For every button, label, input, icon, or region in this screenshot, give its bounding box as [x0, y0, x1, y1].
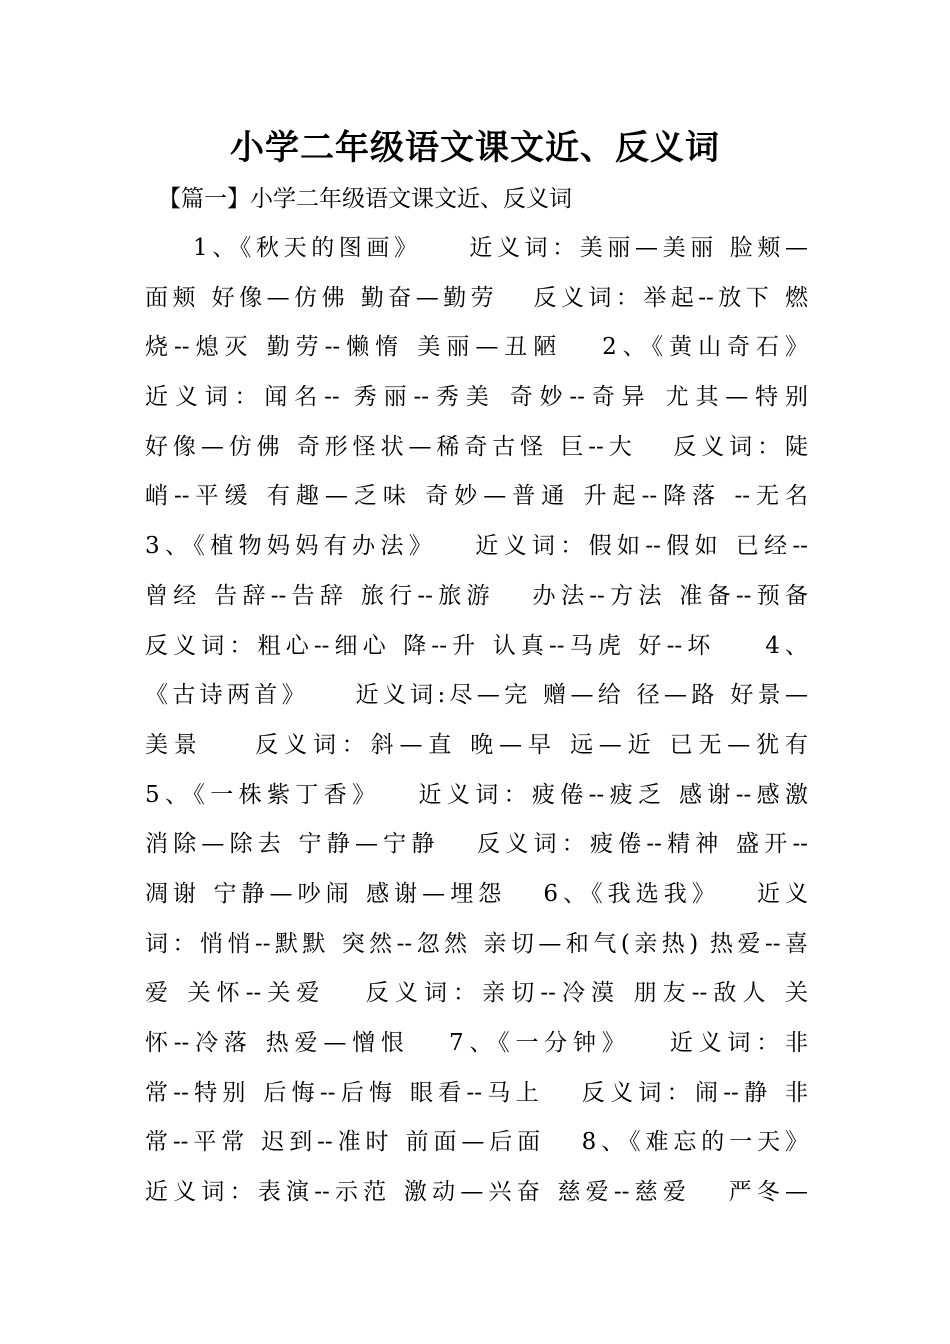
text-line: 曾经 告辞--告辞 旅行--旅游 办法--方法 准备--预备	[145, 582, 808, 609]
text-line: 近义词：闻名-- 秀丽--秀美 奇妙--奇异 尤其—特别	[145, 384, 808, 411]
text-line: 烧--熄灭 勤劳--懒惰 美丽—丑陋 2、《黄山奇石》	[145, 334, 808, 361]
text-line: 美景 反义词：斜—直 晚—早 远—近 已无—犹有	[145, 731, 808, 758]
section-heading: 【篇一】小学二年级语文课文近、反义词	[158, 186, 572, 212]
text-line: 3、《植物妈妈有办法》 近义词：假如--假如 已经--	[145, 533, 808, 560]
text-line: 近义词：表演--示范 激动—兴奋 慈爱--慈爱 严冬—	[145, 1179, 808, 1206]
text-line: 常--平常 迟到--准时 前面—后面 8、《难忘的一天》	[145, 1129, 808, 1156]
text-line: 消除—除去 宁静—宁静 反义词：疲倦--精神 盛开--	[145, 831, 808, 858]
text-line: 峭--平缓 有趣—乏味 奇妙—普通 升起--降落 --无名	[145, 483, 808, 510]
text-line: 5、《一株紫丁香》 近义词：疲倦--疲乏 感谢--感激	[145, 781, 808, 808]
text-line: 《古诗两首》 近义词:尽—完 赠—给 径—路 好景—	[145, 682, 808, 709]
text-line: 词：悄悄--默默 突然--忽然 亲切—和气(亲热) 热爱--喜	[145, 930, 808, 957]
text-line: 凋谢 宁静—吵闹 感谢—埋怨 6、《我选我》 近义	[145, 880, 808, 907]
body-text	[145, 227, 808, 1221]
document-title: 小学二年级语文课文近、反义词	[230, 128, 720, 168]
text-line: 爱 关怀--关爱 反义词：亲切--冷漠 朋友--敌人 关	[145, 980, 808, 1007]
text-line: 怀--冷落 热爱—憎恨 7、《一分钟》 近义词：非	[145, 1030, 808, 1056]
text-line: 好像—仿佛 奇形怪状—稀奇古怪 巨--大 反义词：陡	[145, 433, 808, 460]
text-line: 常--特别 后悔--后悔 眼看--马上 反义词：闹--静 非	[145, 1079, 808, 1106]
text-line: 1、《秋天的图画》 近义词：美丽—美丽 脸颊—	[193, 235, 808, 261]
text-line: 反义词：粗心--细心 降--升 认真--马虎 好--坏 4、	[145, 632, 808, 659]
text-line: 面颊 好像—仿佛 勤奋—勤劳 反义词：举起--放下 燃	[145, 284, 808, 311]
